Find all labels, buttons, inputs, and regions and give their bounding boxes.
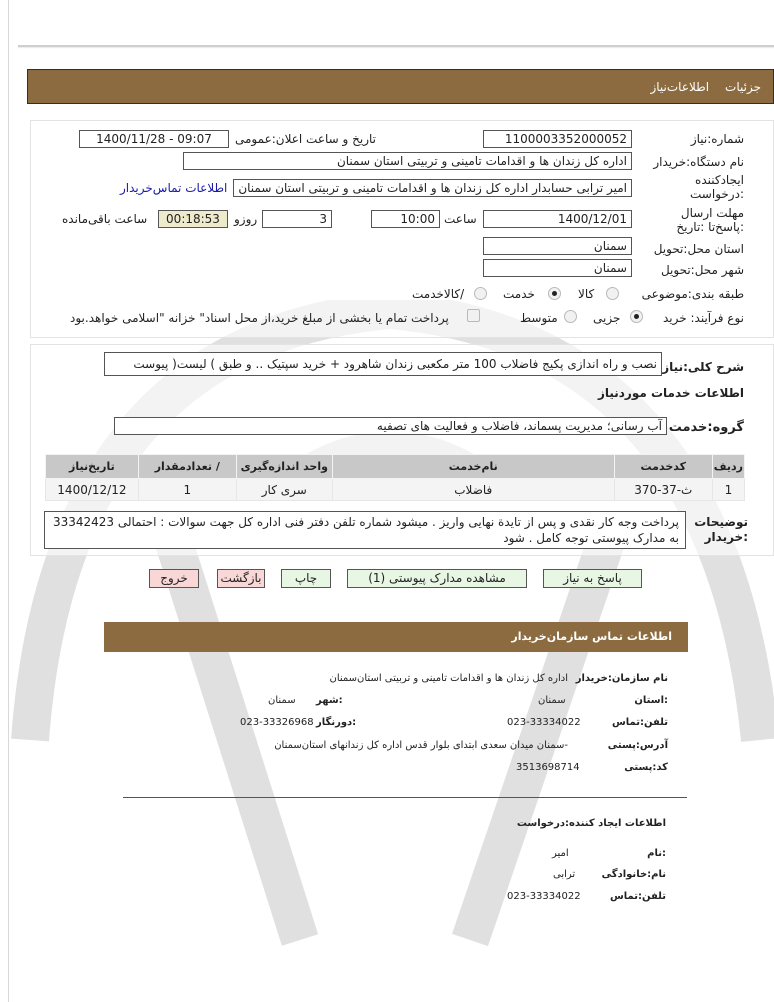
cell-service-name: فاضلاب: [332, 479, 614, 501]
buyer-field: اداره کل زندان ها و اقدامات تامینی و تربیتی استان سمنان: [183, 152, 632, 170]
cell-row: 1: [712, 479, 744, 501]
process-option-medium: متوسط: [520, 311, 558, 325]
col-quantity: / تعدادمقدار: [138, 455, 236, 479]
print-button[interactable]: چاپ: [281, 569, 331, 588]
deadline-date-field: 1400/12/01: [483, 210, 632, 228]
contact-address-value: -سمنان میدان سعدی ابتدای بلوار قدس اداره کل زندانهای استان‌سمنان: [274, 740, 568, 751]
buyer-contact-link[interactable]: اطلاعات تماس‌خریدار: [120, 181, 228, 195]
contact-fax-value: 023-33326968: [240, 717, 314, 728]
top-divider: [18, 45, 774, 47]
category-radio-goods[interactable]: [606, 287, 619, 300]
description-label: شرح کلی:نیاز: [662, 360, 744, 374]
tab-details[interactable]: جزئیات: [725, 79, 761, 94]
city-field: سمنان: [483, 259, 632, 277]
category-option-service: خدمت: [503, 287, 535, 301]
creator-phone-value: 023-33334022: [507, 891, 581, 902]
reply-to-need-button[interactable]: پاسخ به نیاز: [543, 569, 642, 588]
table-row: [46, 479, 745, 501]
process-label: نوع فرآیند: خرید: [663, 311, 744, 325]
category-option-goods: کالا: [578, 287, 595, 301]
view-attachments-button[interactable]: مشاهده مدارک پیوستی (1): [347, 569, 527, 588]
contact-city-value: سمنان: [268, 695, 296, 706]
org-name-label: نام سازمان:خریدار: [575, 673, 668, 684]
services-table: [45, 454, 745, 501]
deadline-time-field: 10:00: [371, 210, 440, 228]
need-number-label: شماره:نیاز: [690, 132, 744, 146]
contact-address-label: آدرس:پستی: [607, 740, 668, 751]
org-name-value: اداره کل زندان ها و اقدامات تامینی و تربیتی استان‌سمنان: [329, 673, 568, 684]
buyer-notes-label: توضیحات :خریدار: [694, 515, 748, 544]
services-section-title: اطلاعات خدمات موردنیاز: [597, 386, 744, 400]
buyer-label: نام دستگاه:خریدار: [653, 155, 744, 169]
creator-phone-label: تلفن:تماس: [609, 891, 666, 902]
contact-fax-label: :دورنگار: [316, 717, 357, 728]
creator-first-name-label: :نام: [647, 848, 666, 859]
col-need-date: تاریخ‌نیاز: [46, 455, 139, 479]
creator-info-title: اطلاعات ایجاد کننده:درخواست: [516, 818, 666, 829]
treasury-payment-checkbox[interactable]: [467, 309, 480, 322]
process-option-minor: جزیی: [593, 311, 621, 325]
buyer-notes-field: پرداخت وجه کار نقدی و پس از تایدة نهایی واریز . میشود شماره تلفن دفتر فنی اداره کل جهت سوالات : احتمالی 33342423 به مدارک پیوستی توجه کامل . شود: [44, 511, 686, 549]
treasury-payment-note: پرداخت تمام یا بخشی از مبلغ خرید،از محل اسناد" خزانه "اسلامی خواهد.بود: [70, 311, 449, 325]
back-button[interactable]: بازگشت: [217, 569, 265, 588]
province-label: استان محل:تحویل: [653, 242, 744, 256]
contact-postal-value: 3513698714: [516, 762, 580, 773]
category-radio-service[interactable]: [548, 287, 561, 300]
cell-quantity: 1: [138, 479, 236, 501]
deadline-label: مهلت ارسال :پاسخ‌تا :تاریخ: [676, 206, 744, 234]
category-option-goods-service: /کالاخدمت: [412, 287, 465, 301]
col-row: ردیف: [712, 455, 744, 479]
process-radio-medium[interactable]: [564, 310, 577, 323]
creator-first-name-value: امیر: [552, 848, 569, 859]
category-radio-goods-service[interactable]: [474, 287, 487, 300]
contact-province-label: :استان: [634, 695, 668, 706]
creator-last-name-value: ترابی: [553, 869, 576, 880]
remaining-timer: 00:18:53: [158, 210, 228, 228]
contact-city-label: :شهر: [316, 695, 343, 706]
announce-label: تاریخ و ساعت اعلان:عمومی: [235, 132, 377, 146]
city-label: شهر محل:تحویل: [660, 263, 744, 277]
process-radio-minor[interactable]: [630, 310, 643, 323]
cell-need-date: 1400/12/12: [46, 479, 139, 501]
deadline-time-label: ساعت: [444, 212, 477, 226]
section-divider: [123, 797, 687, 798]
remaining-label: ساعت باقی‌مانده: [62, 212, 148, 226]
service-group-label: گروه:خدمت: [668, 420, 744, 435]
contact-phone-label: تلفن:تماس: [611, 717, 668, 728]
col-unit: واحد اندازه‌گیری: [236, 455, 332, 479]
page-header-bar: [27, 69, 774, 104]
cell-service-code: ث-37-370: [614, 479, 712, 501]
col-service-name: نام‌خدمت: [332, 455, 614, 479]
contact-phone-value: 023-33334022: [507, 717, 581, 728]
need-number-field: 1100003352000052: [483, 130, 632, 148]
contact-province-value: سمنان: [538, 695, 566, 706]
col-service-code: کدخدمت: [614, 455, 712, 479]
creator-last-name-label: نام:خانوادگی: [601, 869, 666, 880]
announce-field: 1400/11/28 - 09:07: [79, 130, 229, 148]
cell-unit: سری کار: [236, 479, 332, 501]
creator-field: امیر ترابی حسابدار اداره کل زندان ها و اقدامات تامینی و تربیتی استان سمنان: [233, 179, 632, 197]
service-group-field: آب رسانی؛ مدیریت پسماند، فاضلاب و فعالیت های تصفیه: [114, 417, 667, 435]
description-field: نصب و راه اندازی پکیج فاضلاب 100 متر مکعبی زندان شاهرود + خرید سپتیک .. و طبق ) لیست( پیوست: [104, 352, 662, 376]
category-label: طبقه بندی:موضوعی: [641, 287, 744, 301]
province-field: سمنان: [483, 237, 632, 255]
tab-need-info[interactable]: اطلاعات‌نیاز: [650, 79, 710, 94]
left-border: [8, 0, 9, 1002]
creator-label: ایجادکننده :درخواست: [690, 173, 744, 201]
days-field: 3: [262, 210, 332, 228]
buyer-contact-header: اطلاعات تماس سازمان‌خریدار: [104, 622, 688, 652]
days-label: روزو: [234, 212, 258, 226]
contact-postal-label: کد:پستی: [624, 762, 668, 773]
exit-button[interactable]: خروج: [149, 569, 199, 588]
